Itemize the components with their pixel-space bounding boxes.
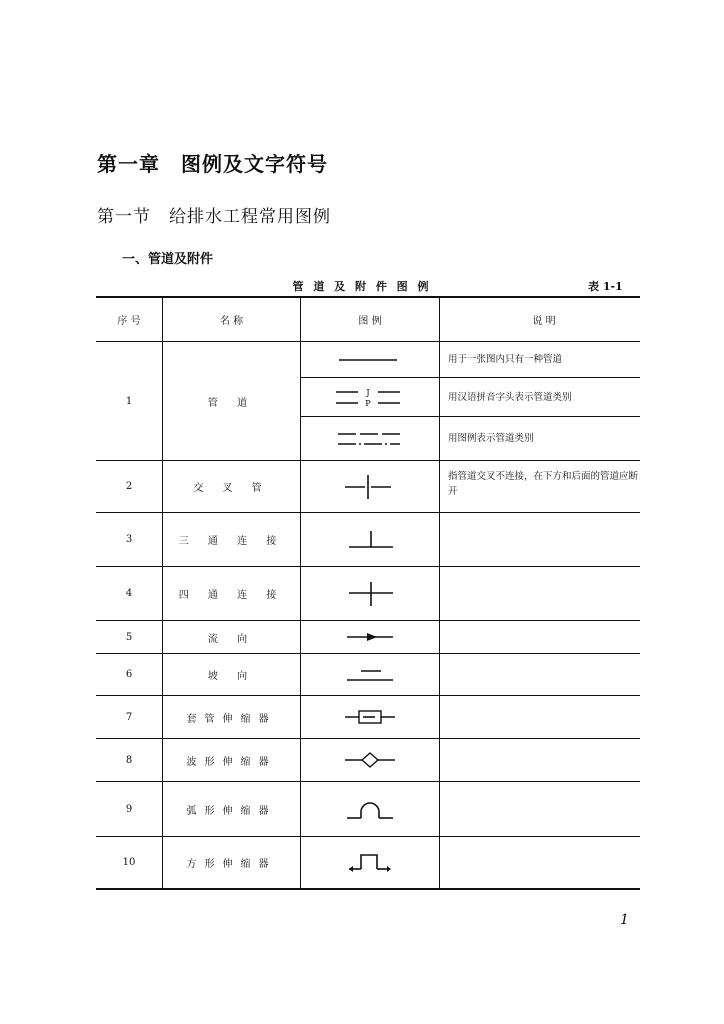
pipe-with-letter-marks-icon bbox=[301, 378, 440, 417]
row-no: 7 bbox=[96, 696, 163, 739]
table-row bbox=[96, 621, 640, 654]
row-desc: 用于一张图内只有一种管道 bbox=[440, 342, 641, 378]
row-no: 8 bbox=[96, 739, 163, 782]
pipe-label-j: J bbox=[366, 388, 370, 397]
table-row bbox=[96, 696, 640, 739]
row-no: 1 bbox=[125, 395, 133, 407]
section-title: 第一节 给排水工程常用图例 bbox=[97, 207, 331, 227]
row-no: 5 bbox=[96, 621, 163, 654]
row-desc bbox=[440, 739, 641, 782]
table-row bbox=[96, 461, 640, 513]
table-row bbox=[96, 567, 640, 621]
table-row bbox=[96, 739, 640, 782]
bellows-expansion-joint-icon bbox=[301, 739, 440, 782]
table-row bbox=[96, 342, 640, 378]
row-desc bbox=[440, 621, 641, 654]
row-no: 3 bbox=[96, 513, 163, 567]
row-name: 交 叉 管 bbox=[163, 461, 301, 513]
row-desc bbox=[440, 654, 641, 696]
table-title: 管 道 及 附 件 图 例 bbox=[292, 280, 432, 293]
dashed-pipe-lines-icon bbox=[301, 417, 440, 461]
chapter-title: 第一章 图例及文字符号 bbox=[97, 152, 328, 176]
row-desc bbox=[440, 513, 641, 567]
header-figure: 图 例 bbox=[301, 297, 440, 342]
row-desc: 指管道交叉不连接，在下方和后面的管道应断开 bbox=[440, 461, 641, 513]
arc-expansion-joint-icon bbox=[301, 782, 440, 837]
row-desc bbox=[440, 837, 641, 889]
row-name: 四 通 连 接 bbox=[163, 567, 301, 621]
row-desc bbox=[440, 782, 641, 837]
crossing-pipe-icon bbox=[301, 461, 440, 513]
pipe-legend-table bbox=[96, 296, 640, 890]
square-expansion-joint-icon bbox=[301, 837, 440, 889]
row-name: 三 通 连 接 bbox=[163, 513, 301, 567]
row-name: 方形伸缩器 bbox=[163, 837, 301, 889]
row-name: 坡 向 bbox=[163, 654, 301, 696]
row-no: 4 bbox=[96, 567, 163, 621]
row-desc bbox=[440, 696, 641, 739]
sleeve-expansion-joint-icon bbox=[301, 696, 440, 739]
row-desc bbox=[440, 567, 641, 621]
pipe-label-p: P bbox=[365, 399, 371, 408]
table-number: 表 1-1 bbox=[588, 280, 623, 293]
row-name: 弧形伸缩器 bbox=[163, 782, 301, 837]
row-name: 波形伸缩器 bbox=[163, 739, 301, 782]
solid-pipe-line-icon bbox=[301, 342, 440, 378]
row-no: 10 bbox=[96, 837, 163, 889]
header-desc: 说 明 bbox=[440, 297, 641, 342]
header-no: 序 号 bbox=[96, 297, 163, 342]
row-no: 6 bbox=[96, 654, 163, 696]
row-no: 9 bbox=[96, 782, 163, 837]
table-row bbox=[96, 654, 640, 696]
flow-direction-arrow-icon bbox=[301, 621, 440, 654]
row-name: 管 道 bbox=[163, 342, 301, 461]
page-number: 1 bbox=[620, 912, 629, 928]
cross-connection-icon bbox=[301, 567, 440, 621]
row-desc: 用汉语拼音字头表示管道类别 bbox=[440, 378, 641, 417]
row-name: 流 向 bbox=[163, 621, 301, 654]
row-no: 2 bbox=[96, 461, 163, 513]
table-row bbox=[96, 513, 640, 567]
tee-connection-icon bbox=[301, 513, 440, 567]
header-name: 名 称 bbox=[163, 297, 301, 342]
table-row bbox=[96, 837, 640, 889]
table-row bbox=[96, 782, 640, 837]
subsection-title: 一、管道及附件 bbox=[122, 252, 214, 267]
slope-direction-icon bbox=[301, 654, 440, 696]
row-desc: 用图例表示管道类别 bbox=[440, 417, 641, 461]
row-name: 套管伸缩器 bbox=[163, 696, 301, 739]
